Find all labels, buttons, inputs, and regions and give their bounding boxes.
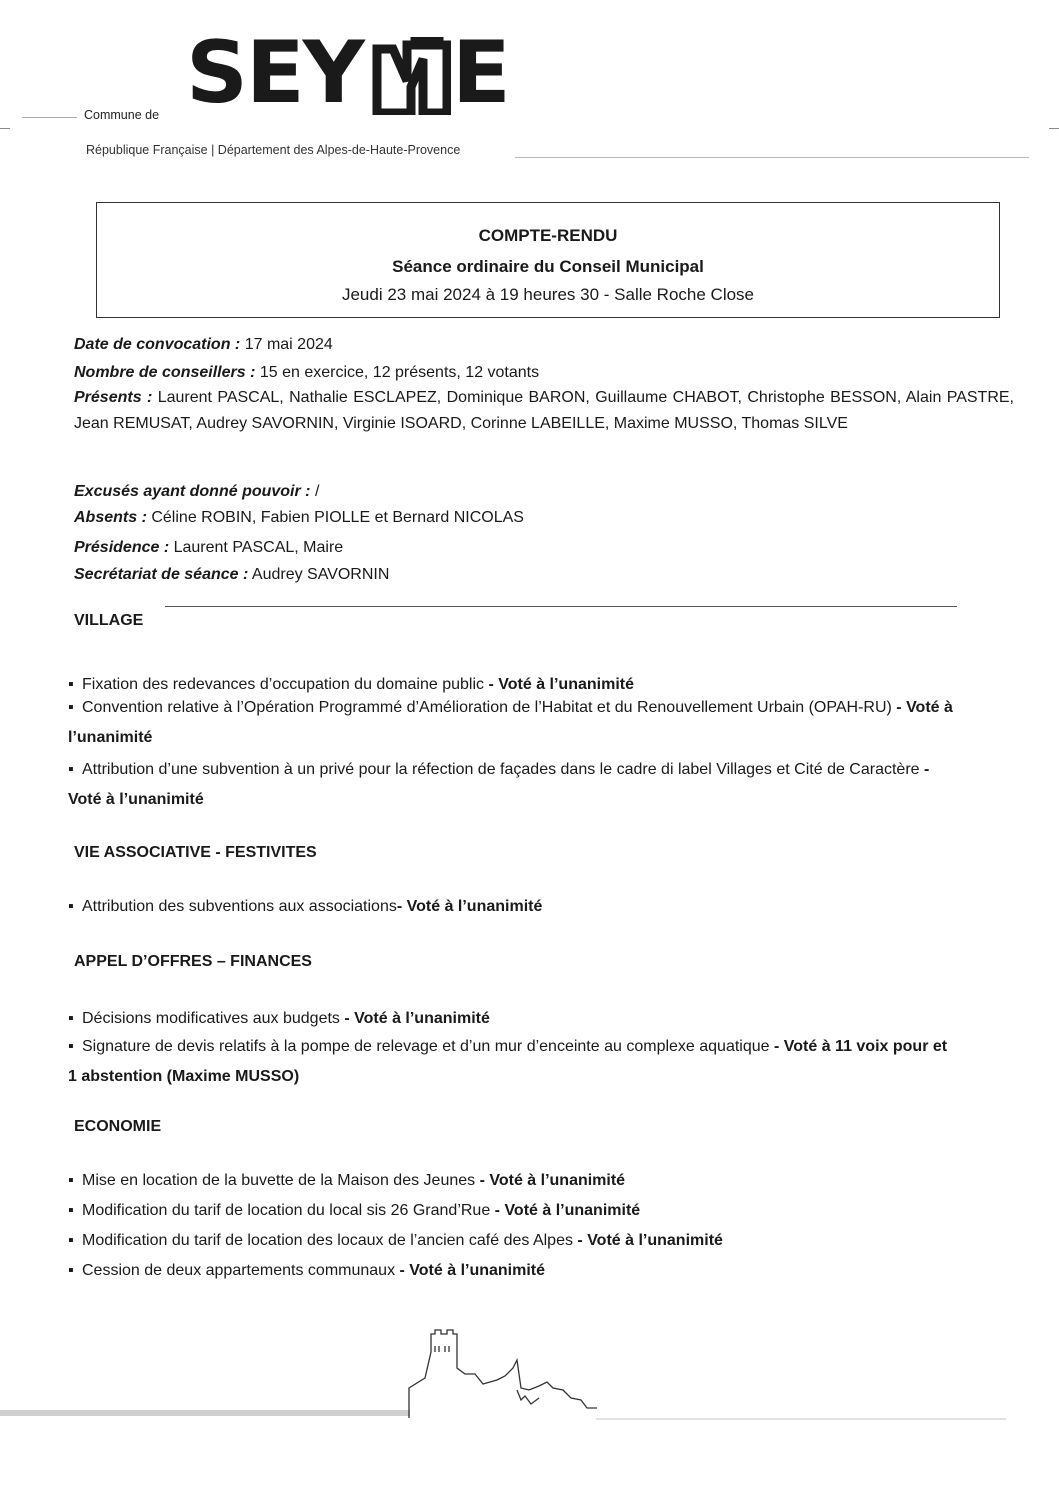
item-vote: - Voté à l’unanimité [399,1262,546,1279]
item-vote: - Voté à l’unanimité [488,676,634,693]
meta-presidence [74,537,343,558]
scan-edge-mark [0,128,10,129]
bullet-icon: ▪ [68,699,74,716]
meta-value: Laurent PASCAL, Nathalie ESCLAPEZ, Dominique BARON, Guillaume CHABOT, Christophe BESSON, Alain PASTRE, Jean REMUSAT, Audrey SAVORNIN, Virginie ISOARD, Corinne LABEILLE, Maxime MUSSO, Thomas SILVE [74,389,1014,432]
meta-secretariat [74,564,389,585]
list-item [68,1256,958,1286]
header-rule-right [515,157,1029,158]
footer-rule-right [596,1418,1006,1420]
header-rule-left [22,117,77,118]
item-text: Cession de deux appartements communaux [82,1262,400,1279]
footer-rule-left [0,1410,410,1416]
item-vote: - Voté à l’unanimité [68,699,953,746]
session-date: Jeudi 23 mai 2024 à 19 heures 30 - Salle Roche Close [341,285,755,304]
meta-value: Laurent PASCAL, Maire [169,539,344,556]
item-vote: - Voté à 11 voix pour et 1 abstention (Maxime MUSSO) [68,1038,948,1085]
meta-absents [74,507,524,528]
item-text: Attribution d’une subvention à un privé pour la réfection de façades dans le cadre di label Villages et Cité de Caractère [82,761,924,778]
list-item [68,1226,958,1256]
item-vote: - Voté à l’unanimité [479,1172,626,1189]
list-item [68,755,958,815]
item-vote: - Voté à l’unanimité [577,1232,723,1249]
tower-logo-icon [371,37,451,115]
meta-presents [74,385,1014,437]
bullet-icon: ▪ [68,676,74,693]
item-vote: - Voté à l’unanimité [344,1010,490,1027]
meta-value: Céline ROBIN, Fabien PIOLLE et Bernard NICOLAS [146,509,524,526]
list-item [68,1032,958,1092]
item-vote: - Voté à l’unanimité [68,761,930,808]
item-text: Attribution des subventions aux associations [82,898,397,915]
title-box [96,202,1000,318]
scan-edge-mark-right [1049,128,1059,129]
bullet-icon: ▪ [68,1038,74,1055]
item-vote: - Voté à l’unanimité [494,1202,641,1219]
item-text: Mise en location de la buvette de la Maison des Jeunes [82,1172,480,1189]
section-title-economie: ECONOMIE [74,1118,162,1135]
logo-text-tail: E [452,23,511,123]
list-item [68,1166,958,1196]
header-subline: République Française | Département des Alpes-de-Haute-Provence [86,143,461,157]
meta-value: / [310,483,320,500]
list-item [68,693,958,753]
document-title: COMPTE-RENDU [478,226,618,245]
session-title: Séance ordinaire du Conseil Municipal [392,257,704,276]
logo-text: SEY [186,23,363,123]
section-title-vie-associative: VIE ASSOCIATIVE - FESTIVITES [74,844,317,861]
castle-silhouette-icon [405,1328,605,1420]
bullet-icon: ▪ [68,1262,74,1279]
item-text: Modification du tarif de location du local sis 26 Grand’Rue [82,1202,495,1219]
list-item [68,892,958,922]
meta-excuses [74,481,319,502]
meta-label: Présidence : [74,539,170,556]
section-title-appel-offres: APPEL D’OFFRES – FINANCES [74,953,312,970]
meta-conseillers [74,362,539,383]
bullet-icon: ▪ [68,761,74,778]
bullet-icon: ▪ [68,1172,74,1189]
bullet-icon: ▪ [68,1010,74,1027]
bullet-icon: ▪ [68,1232,74,1249]
list-item [68,1196,958,1226]
meta-label: Nombre de conseillers : [74,364,256,381]
meta-label: Secrétariat de séance : [74,566,249,583]
commune-label: Commune de [84,108,160,122]
meta-label: Absents : [74,509,147,526]
section-title-village: VILLAGE [74,612,144,629]
meta-convocation [74,334,333,355]
meta-value: 17 mai 2024 [240,336,333,353]
item-text: Signature de devis relatifs à la pompe de relevage et d’un mur d’enceinte au complexe aquatique [82,1038,774,1055]
item-text: Fixation des redevances d’occupation du domaine public [82,676,489,693]
section-divider [165,606,957,607]
bullet-icon: ▪ [68,1202,74,1219]
meta-label: Excusés ayant donné pouvoir : [74,483,311,500]
bullet-icon: ▪ [68,898,74,915]
item-vote: - Voté à l’unanimité [396,898,543,915]
meta-label: Présents : [74,389,153,406]
item-text: Décisions modificatives aux budgets [82,1010,345,1027]
item-text: Convention relative à l’Opération Programmé d’Amélioration de l’Habitat et du Renouvellement Urbain (OPAH-RU) [82,699,897,716]
meta-label: Date de convocation : [74,336,241,353]
meta-value: 15 en exercice, 12 présents, 12 votants [255,364,540,381]
meta-value: Audrey SAVORNIN [248,566,390,583]
item-text: Modification du tarif de location des locaux de l’ancien café des Alpes [82,1232,578,1249]
list-item [68,1004,958,1034]
